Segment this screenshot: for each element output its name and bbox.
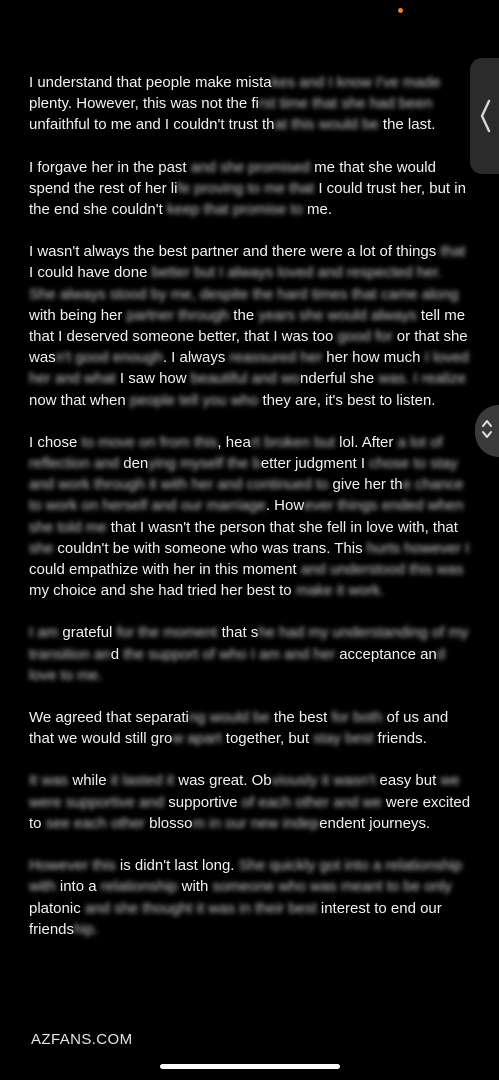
blurred-text: at this would be xyxy=(274,116,379,134)
blurred-text: ng would be xyxy=(188,709,270,727)
paragraph-text: now that when xyxy=(29,391,130,409)
paragraph-text: they are, it's best to listen. xyxy=(258,391,436,409)
blurred-text: and she thought it was in their best xyxy=(84,899,317,917)
blurred-text: for the moment xyxy=(116,624,218,642)
blurred-text: of each other and we xyxy=(237,793,382,811)
paragraph-text: of us and that we would still gro xyxy=(29,709,449,748)
blurred-text: continued to xyxy=(246,476,329,494)
paragraph-text: while xyxy=(68,772,111,790)
blurred-text: for both xyxy=(331,709,383,727)
paragraph-text: I wasn't always the best partner and there were a lot of things xyxy=(29,243,441,261)
blurred-text: indep xyxy=(282,814,320,832)
paragraph-text: lol. After xyxy=(335,433,398,451)
blurred-text: kes and I know I've made xyxy=(271,74,441,91)
blurred-text: supportive and xyxy=(65,793,165,811)
paragraph-text: I saw how xyxy=(115,370,191,388)
blurred-text: fe proving to me that xyxy=(177,179,315,197)
blurred-text: I loved her and what xyxy=(29,349,469,388)
paragraph-text: supportive xyxy=(164,793,238,811)
paragraph-text: the xyxy=(229,306,259,324)
paragraph-text: blosso xyxy=(144,814,193,832)
blurred-text: hip. xyxy=(74,920,99,938)
blurred-text: hurts however I xyxy=(366,539,470,557)
blurred-text: ying myself the b xyxy=(148,455,261,473)
blurred-text: d love to me. xyxy=(29,645,446,684)
paragraph-text: could empathize with her in this moment xyxy=(29,561,301,579)
blurred-text: However this xyxy=(29,857,116,875)
blurred-text: ever things ended when she told me xyxy=(29,497,464,536)
paragraph-text: We agreed that separati xyxy=(29,709,189,727)
blurred-text: reassured her xyxy=(229,349,323,367)
paragraph-5 xyxy=(29,622,471,686)
blurred-text: partner through xyxy=(126,306,230,324)
blurred-text: see each other xyxy=(45,814,145,832)
blurred-text: She quickly got into a relationship with xyxy=(29,857,463,896)
paragraph-text: her how much xyxy=(322,349,421,367)
blurred-text: to move on from this xyxy=(81,433,218,451)
paragraph-text: give her th xyxy=(328,476,403,494)
blurred-text: by me, despite xyxy=(150,285,249,303)
blurred-text: viously it wasn't xyxy=(271,772,376,790)
blurred-text: keep that promise to xyxy=(162,201,303,219)
paragraph-text: unfaithful to me and I couldn't trust th xyxy=(29,116,275,134)
paragraph-text: tell me that I deserved someone better, that I was too xyxy=(29,306,466,346)
paragraph-text: endent journeys. xyxy=(319,814,431,832)
blurred-text: e chance to work on herself and xyxy=(29,476,464,515)
paragraph-2 xyxy=(29,157,471,221)
paragraph-text: etter judgment I xyxy=(260,455,370,473)
home-indicator[interactable] xyxy=(160,1064,340,1069)
blurred-text: n't good enough xyxy=(55,349,163,367)
paragraph-text: . I always xyxy=(162,349,230,367)
blurred-text: It was xyxy=(29,772,69,790)
blurred-text: our marriage xyxy=(180,497,266,515)
paragraph-text: that I wasn't the person that she fell in love with, that xyxy=(106,518,458,536)
paragraph-4 xyxy=(29,432,471,602)
paragraph-text: together, but xyxy=(221,730,314,748)
blurred-text: he had my understanding of my xyxy=(258,624,469,642)
paragraph-text: is didn't last long. xyxy=(115,857,239,875)
blurred-text: people tell you who xyxy=(129,391,259,409)
edge-scroll-tab[interactable] xyxy=(475,405,499,457)
blurred-text: and understood this was xyxy=(300,561,464,579)
blurred-text: relationship xyxy=(100,878,178,896)
paragraph-7 xyxy=(29,770,471,834)
paragraph-text: plenty. However, this was not the fi xyxy=(29,95,259,113)
paragraph-text: platonic xyxy=(29,899,85,917)
paragraph-text: I understand that people make mista xyxy=(29,74,272,91)
blurred-text: it lasted it xyxy=(110,772,175,790)
paragraph-text: into a xyxy=(55,878,101,896)
blurred-text: that xyxy=(440,243,466,261)
side-panel-handle[interactable] xyxy=(470,58,499,174)
paragraph-text: or that she was xyxy=(29,328,468,367)
paragraph-text: with xyxy=(177,878,213,896)
blurred-text: make it work. xyxy=(295,582,385,600)
paragraph-text: I forgave her in the past xyxy=(29,158,191,176)
blurred-text: rst time that she had been xyxy=(258,95,433,113)
watermark: AZFANS.COM xyxy=(31,1031,133,1048)
paragraph-8 xyxy=(29,855,471,940)
paragraph-text: me that she would spend the rest of her li xyxy=(29,158,436,197)
paragraph-text: I could have done xyxy=(29,264,148,282)
paragraph-text: , hea xyxy=(217,433,251,451)
paragraph-text: with being her xyxy=(29,306,127,324)
paragraph-text: the last. xyxy=(378,116,436,134)
article-body xyxy=(29,72,471,961)
blurred-text: chose to stay and work through it with her and xyxy=(29,455,458,494)
blurred-text: the hard times that came along xyxy=(252,285,459,303)
paragraph-text: that s xyxy=(217,624,259,642)
blurred-text: better but I always xyxy=(147,264,274,282)
paragraph-text: nderful she xyxy=(300,370,379,388)
paragraph-text: the best xyxy=(269,709,332,727)
chevron-up-down-icon xyxy=(481,417,493,446)
paragraph-text: grateful xyxy=(58,624,117,642)
paragraph-text: friends. xyxy=(373,730,427,748)
paragraph-text: were excited to xyxy=(29,793,471,832)
paragraph-text: me. xyxy=(302,201,333,219)
blurred-text: m in our new xyxy=(192,814,279,832)
blurred-text: w apart xyxy=(172,730,222,748)
blurred-text: transition an xyxy=(29,645,111,663)
paragraph-text: easy but xyxy=(375,772,441,790)
paragraph-text: interest to end our friends xyxy=(29,899,442,938)
paragraph-text: den xyxy=(119,455,149,473)
paragraph-3 xyxy=(29,241,471,411)
paragraph-text: I could trust her, but in the end she couldn't xyxy=(29,179,466,219)
blurred-text: I am xyxy=(29,624,59,642)
paragraph-text: d xyxy=(110,645,124,663)
paragraph-text: was great. Ob xyxy=(174,772,272,790)
paragraph-text: my choice and she had tried her best to xyxy=(29,582,296,600)
blurred-text: rt broken but xyxy=(250,433,336,451)
blurred-text: we were xyxy=(29,772,460,811)
blurred-text: someone who was meant to be only xyxy=(212,878,452,896)
blurred-text: loved and respected her. She always stood xyxy=(29,264,442,303)
blurred-text: a lot of reflection and xyxy=(29,433,443,473)
paragraph-6 xyxy=(29,707,471,749)
chevron-left-icon xyxy=(479,99,491,133)
blurred-text: good for xyxy=(337,328,393,346)
paragraph-text: . How xyxy=(265,497,305,515)
blurred-text: she xyxy=(29,539,54,557)
blurred-text: stay best xyxy=(313,730,374,748)
paragraph-text xyxy=(242,476,246,493)
paragraph-text xyxy=(273,264,277,281)
blurred-text: was. I realize xyxy=(378,370,466,388)
paragraph-1 xyxy=(29,72,471,136)
paragraph-text: I chose xyxy=(29,433,82,451)
paragraph-text xyxy=(278,815,282,832)
blurred-text: and she promised xyxy=(190,158,311,176)
blurred-text: the support of who I am and her xyxy=(123,645,336,663)
paragraph-text: acceptance an xyxy=(335,645,437,663)
paragraph-text: couldn't be with someone who was trans. This xyxy=(53,539,367,557)
notification-dot xyxy=(398,8,403,13)
blurred-text: years she would always xyxy=(258,306,417,324)
blurred-text: beautiful and wo xyxy=(190,370,301,388)
